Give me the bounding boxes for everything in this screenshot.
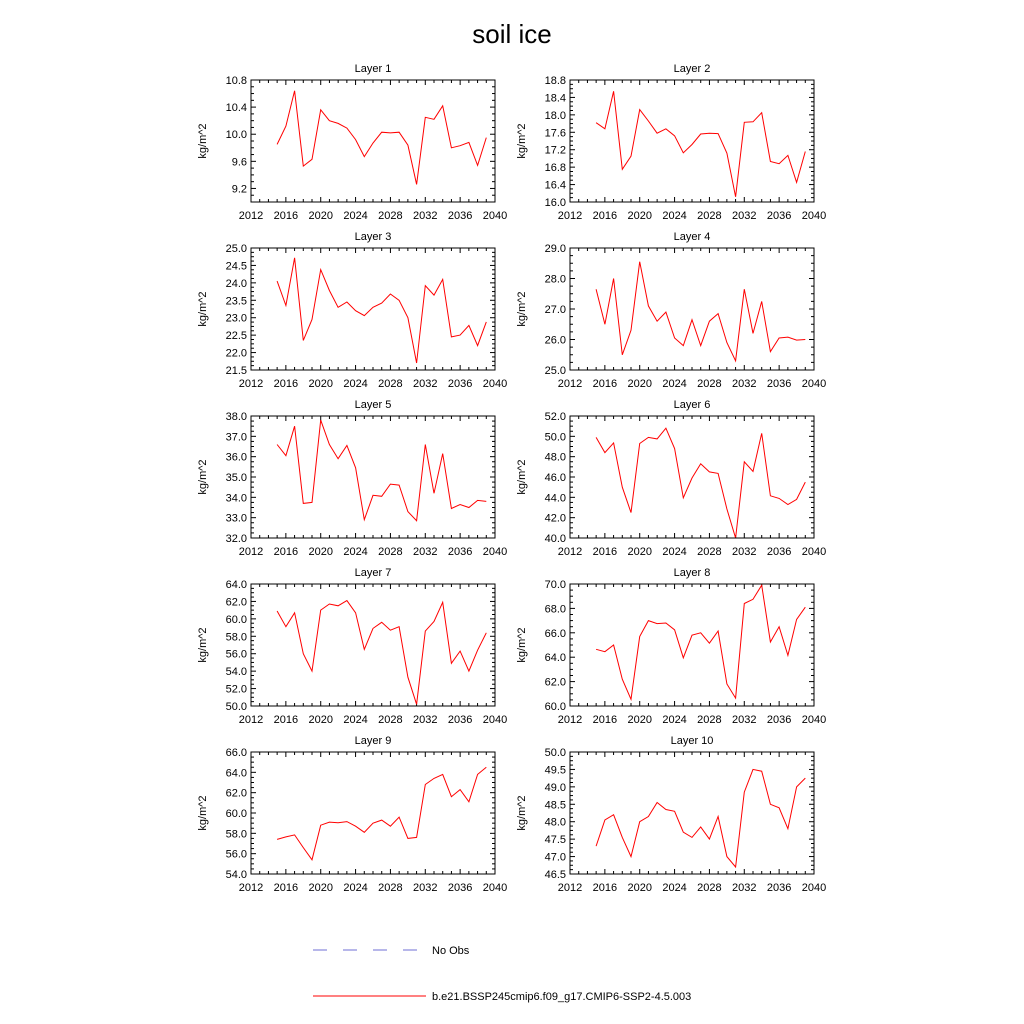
x-tick-label: 2032 [732, 882, 757, 894]
y-tick-label: 52.0 [225, 683, 247, 696]
y-tick-label: 49.0 [544, 781, 566, 794]
x-tick-label: 2012 [557, 210, 583, 222]
x-tick-label: 2032 [413, 714, 438, 726]
x-tick-label: 2016 [273, 210, 299, 222]
y-tick-label: 58.0 [225, 631, 247, 644]
x-tick-label: 2024 [343, 546, 368, 558]
x-tick-label: 2028 [378, 882, 403, 894]
panel-layer-2 [516, 63, 826, 222]
panel-layer-10 [516, 735, 826, 894]
y-tick-label: 58.0 [225, 828, 247, 841]
y-tick-label: 25.0 [225, 243, 247, 255]
x-tick-label: 2020 [627, 714, 652, 726]
y-axis-label: kg/m^2 [197, 291, 209, 327]
y-tick-label: 37.0 [225, 431, 247, 444]
x-tick-label: 2036 [447, 378, 473, 390]
x-tick-label: 2024 [343, 882, 368, 894]
y-tick-label: 16.0 [544, 197, 566, 209]
x-tick-label: 2032 [732, 378, 757, 390]
x-tick-label: 2016 [592, 546, 618, 558]
figure-title: soil ice [472, 19, 552, 49]
plot-frame [251, 584, 495, 706]
x-tick-label: 2020 [627, 210, 652, 222]
y-tick-label: 48.0 [544, 451, 566, 464]
y-axis-label: kg/m^2 [516, 291, 528, 327]
y-tick-label: 28.0 [544, 273, 566, 286]
y-tick-label: 24.5 [225, 260, 247, 273]
x-tick-label: 2028 [378, 210, 403, 222]
x-tick-label: 2028 [697, 546, 722, 558]
y-tick-label: 35.0 [225, 472, 247, 484]
panels-group [197, 63, 826, 894]
x-tick-label: 2020 [308, 210, 333, 222]
series-line [277, 420, 486, 521]
y-tick-label: 9.2 [231, 183, 247, 196]
x-tick-label: 2028 [697, 378, 722, 390]
x-tick-label: 2036 [447, 210, 473, 222]
x-tick-label: 2032 [413, 210, 438, 222]
x-tick-label: 2020 [627, 546, 652, 558]
panel-title: Layer 5 [354, 399, 392, 411]
y-tick-label: 46.5 [544, 869, 566, 881]
x-tick-label: 2032 [413, 882, 438, 894]
y-tick-label: 42.0 [544, 512, 566, 525]
x-tick-label: 2016 [273, 714, 299, 726]
y-tick-label: 68.0 [544, 603, 566, 616]
y-tick-label: 32.0 [225, 533, 247, 545]
panel-title: Layer 10 [670, 735, 714, 747]
x-tick-label: 2040 [482, 546, 508, 558]
y-tick-label: 22.5 [225, 330, 247, 343]
x-tick-label: 2016 [592, 882, 618, 894]
y-tick-label: 66.0 [225, 747, 247, 759]
y-tick-label: 25.0 [544, 365, 566, 377]
x-tick-label: 2040 [801, 882, 827, 894]
y-tick-label: 50.0 [225, 701, 247, 713]
x-tick-label: 2016 [273, 882, 299, 894]
y-axis-label: kg/m^2 [197, 459, 209, 495]
x-tick-label: 2040 [482, 378, 508, 390]
y-tick-label: 60.0 [544, 701, 566, 713]
x-tick-label: 2028 [378, 378, 403, 390]
panel-title: Layer 3 [354, 231, 392, 243]
series-line [277, 258, 486, 363]
x-tick-label: 2016 [273, 378, 299, 390]
x-tick-label: 2032 [732, 210, 757, 222]
series-line [277, 91, 486, 185]
y-tick-label: 10.8 [225, 75, 247, 87]
y-tick-label: 62.0 [225, 596, 247, 609]
y-tick-label: 64.0 [544, 652, 566, 665]
y-axis-label: kg/m^2 [516, 459, 528, 495]
y-tick-label: 56.0 [225, 848, 247, 861]
x-tick-label: 2028 [697, 882, 722, 894]
x-tick-label: 2036 [766, 210, 792, 222]
y-tick-label: 22.0 [225, 347, 247, 360]
y-tick-label: 60.0 [225, 808, 247, 820]
y-tick-label: 33.0 [225, 512, 247, 525]
x-tick-label: 2020 [308, 378, 333, 390]
y-tick-label: 50.0 [544, 747, 566, 759]
y-tick-label: 48.0 [544, 816, 566, 829]
x-tick-label: 2040 [801, 546, 827, 558]
x-tick-label: 2012 [238, 546, 264, 558]
x-tick-label: 2032 [413, 546, 438, 558]
y-tick-label: 70.0 [544, 579, 566, 591]
x-tick-label: 2016 [592, 210, 618, 222]
panel-layer-3 [197, 231, 507, 390]
y-tick-label: 18.4 [544, 92, 566, 105]
x-tick-label: 2040 [801, 714, 827, 726]
y-tick-label: 47.5 [544, 834, 566, 847]
legend-model-label: b.e21.BSSP245cmip6.f09_g17.CMIP6-SSP2-4.5.003 [432, 991, 692, 1003]
x-tick-label: 2024 [343, 378, 368, 390]
y-axis-label: kg/m^2 [197, 627, 209, 663]
y-tick-label: 54.0 [225, 869, 247, 881]
plot-frame [251, 416, 495, 538]
series-line [596, 428, 805, 538]
y-tick-label: 23.0 [225, 312, 247, 325]
y-tick-label: 21.5 [225, 365, 247, 377]
y-tick-label: 16.8 [544, 162, 566, 175]
y-tick-label: 46.0 [544, 472, 566, 484]
x-tick-label: 2032 [413, 378, 438, 390]
y-tick-label: 40.0 [544, 533, 566, 545]
x-tick-label: 2036 [766, 546, 792, 558]
panel-title: Layer 1 [354, 63, 392, 75]
series-line [596, 585, 805, 699]
plot-frame [570, 80, 814, 202]
panel-layer-7 [197, 567, 507, 726]
y-tick-label: 17.6 [544, 127, 566, 140]
y-tick-label: 23.5 [225, 295, 247, 308]
x-tick-label: 2012 [557, 378, 583, 390]
x-tick-label: 2024 [662, 546, 687, 558]
plot-frame [251, 752, 495, 874]
x-tick-label: 2016 [273, 546, 299, 558]
x-tick-label: 2020 [627, 378, 652, 390]
y-tick-label: 48.5 [544, 799, 566, 812]
x-tick-label: 2024 [662, 882, 687, 894]
x-tick-label: 2036 [447, 882, 473, 894]
x-tick-label: 2036 [766, 714, 792, 726]
x-tick-label: 2024 [662, 714, 687, 726]
legend-obs-label: No Obs [432, 945, 470, 957]
series-line [277, 601, 486, 705]
y-tick-label: 47.0 [544, 851, 566, 864]
panel-title: Layer 7 [354, 567, 392, 579]
series-line [596, 769, 805, 867]
y-tick-label: 29.0 [544, 243, 566, 255]
x-tick-label: 2036 [766, 882, 792, 894]
plot-frame [570, 416, 814, 538]
x-tick-label: 2028 [378, 714, 403, 726]
x-tick-label: 2012 [557, 882, 583, 894]
x-tick-label: 2012 [238, 882, 264, 894]
plot-frame [570, 248, 814, 370]
y-tick-label: 18.8 [544, 75, 566, 87]
panel-layer-9 [197, 735, 507, 894]
x-tick-label: 2012 [238, 714, 264, 726]
y-tick-label: 36.0 [225, 451, 247, 464]
x-tick-label: 2020 [308, 714, 333, 726]
x-tick-label: 2040 [482, 882, 508, 894]
y-tick-label: 10.4 [225, 102, 247, 115]
y-axis-label: kg/m^2 [516, 795, 528, 831]
y-tick-label: 38.0 [225, 411, 247, 423]
y-tick-label: 27.0 [544, 304, 566, 316]
x-tick-label: 2020 [308, 882, 333, 894]
x-tick-label: 2024 [662, 210, 687, 222]
y-axis-label: kg/m^2 [516, 627, 528, 663]
x-tick-label: 2016 [592, 714, 618, 726]
x-tick-label: 2024 [343, 714, 368, 726]
plot-frame [570, 752, 814, 874]
plot-frame [570, 584, 814, 706]
y-tick-label: 62.0 [544, 676, 566, 689]
x-tick-label: 2020 [627, 882, 652, 894]
y-tick-label: 44.0 [544, 492, 566, 505]
panel-layer-1 [197, 63, 507, 222]
panel-title: Layer 6 [673, 399, 711, 411]
x-tick-label: 2040 [482, 210, 508, 222]
x-tick-label: 2012 [238, 378, 264, 390]
y-tick-label: 18.0 [544, 109, 566, 122]
y-tick-label: 17.2 [544, 144, 566, 157]
x-tick-label: 2012 [557, 714, 583, 726]
y-tick-label: 66.0 [544, 627, 566, 640]
x-tick-label: 2040 [482, 714, 508, 726]
x-tick-label: 2028 [697, 714, 722, 726]
x-tick-label: 2012 [238, 210, 264, 222]
y-tick-label: 24.0 [225, 277, 247, 290]
x-tick-label: 2036 [766, 378, 792, 390]
y-tick-label: 64.0 [225, 767, 247, 780]
legend [313, 945, 691, 1003]
panel-title: Layer 8 [673, 567, 711, 579]
x-tick-label: 2024 [343, 210, 368, 222]
x-tick-label: 2036 [447, 714, 473, 726]
y-tick-label: 9.6 [231, 156, 247, 169]
y-tick-label: 34.0 [225, 492, 247, 505]
plot-frame [251, 80, 495, 202]
plot-frame [251, 248, 495, 370]
panel-layer-4 [516, 231, 826, 390]
y-tick-label: 50.0 [544, 431, 566, 444]
x-tick-label: 2024 [662, 378, 687, 390]
y-tick-label: 62.0 [225, 787, 247, 800]
y-tick-label: 60.0 [225, 613, 247, 626]
y-tick-label: 52.0 [544, 411, 566, 423]
y-tick-label: 26.0 [544, 334, 566, 347]
panel-title: Layer 4 [673, 231, 711, 243]
x-tick-label: 2028 [697, 210, 722, 222]
x-tick-label: 2036 [447, 546, 473, 558]
y-axis-label: kg/m^2 [197, 123, 209, 159]
x-tick-label: 2040 [801, 210, 827, 222]
x-tick-label: 2032 [732, 546, 757, 558]
panel-layer-8 [516, 567, 826, 726]
y-tick-label: 49.5 [544, 764, 566, 777]
y-tick-label: 54.0 [225, 666, 247, 679]
x-tick-label: 2028 [378, 546, 403, 558]
x-tick-label: 2032 [732, 714, 757, 726]
y-axis-label: kg/m^2 [197, 795, 209, 831]
panel-layer-6 [516, 399, 826, 558]
series-line [596, 262, 805, 361]
y-tick-label: 64.0 [225, 579, 247, 591]
x-tick-label: 2040 [801, 378, 827, 390]
y-tick-label: 56.0 [225, 648, 247, 661]
panel-layer-5 [197, 399, 507, 558]
series-line [596, 91, 805, 197]
x-tick-label: 2020 [308, 546, 333, 558]
y-tick-label: 10.0 [225, 129, 247, 142]
y-tick-label: 16.4 [544, 179, 566, 192]
x-tick-label: 2016 [592, 378, 618, 390]
series-line [277, 767, 486, 860]
panel-title: Layer 9 [354, 735, 392, 747]
x-tick-label: 2012 [557, 546, 583, 558]
panel-title: Layer 2 [673, 63, 711, 75]
y-axis-label: kg/m^2 [516, 123, 528, 159]
